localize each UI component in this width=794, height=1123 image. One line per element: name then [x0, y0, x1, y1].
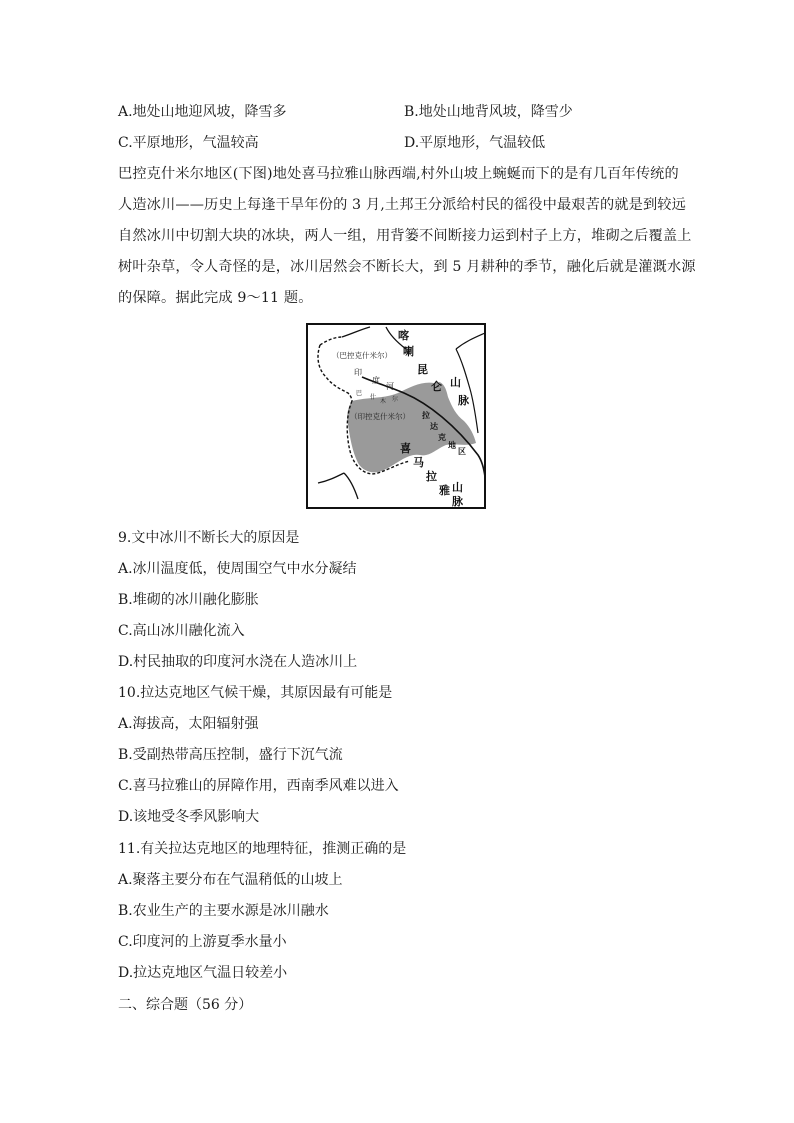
river-small-3: 木 [380, 398, 387, 405]
question-11-option-b: B.农业生产的主要水源是冰川融水 [118, 903, 329, 919]
question-9-stem: 9.文中冰川不断长大的原因是 [118, 530, 300, 546]
karakoram-2: 喇 [403, 345, 414, 358]
himalaya-4: 雅 [439, 484, 450, 497]
question-11-stem: 11.有关拉达克地区的地理特征，推测正确的是 [118, 841, 407, 857]
section-heading: 二、综合题（56 分） [118, 997, 253, 1013]
himalaya-1: 喜 [400, 442, 411, 455]
karakoram-5: 山 [450, 376, 461, 389]
passage-line-3: 自然冰川中切割大块的冰块，两人一组，用背篓不间断接力运到村子上方，堆砌之后覆盖上 [118, 228, 692, 244]
question-10-option-a: A.海拔高，太阳辐射强 [118, 716, 259, 732]
question-9-option-b: B.堆砌的冰川融化膨胀 [118, 592, 259, 608]
question-9-option-a: A.冰川温度低，使周围空气中水分凝结 [118, 561, 357, 577]
karakoram-4: 仑 [431, 380, 442, 393]
ladakh-4: 地 [448, 440, 456, 450]
passage-line-5: 的保障。据此完成 9～11 题。 [118, 290, 313, 306]
ind-kashmir-label: （印控克什米尔） [350, 412, 410, 421]
option-c: C.平原地形，气温较高 [118, 135, 259, 151]
passage-line-1: 巴控克什米尔地区(下图)地处喜马拉雅山脉西端,村外山坡上蜿蜒而下的是有几百年传统的 [118, 166, 679, 182]
indus-label-2: 度 [372, 376, 380, 385]
question-9-option-c: C.高山冰川融化流入 [118, 623, 245, 639]
ladakh-1: 拉 [422, 410, 430, 420]
river-small-2: 什 [370, 394, 377, 401]
question-10-option-d: D.该地受冬季风影响大 [118, 809, 260, 825]
question-10-option-c: C.喜马拉雅山的屏障作用，西南季风难以进入 [118, 778, 399, 794]
question-9-option-d: D.村民抽取的印度河水浇在人造冰川上 [118, 654, 358, 670]
option-b: B.地处山地背风坡，降雪少 [404, 104, 573, 120]
question-11-option-d: D.拉达克地区气温日较差小 [118, 965, 288, 981]
option-d: D.平原地形，气温较低 [404, 135, 546, 151]
kashmir-map [306, 323, 486, 509]
question-11-option-a: A.聚落主要分布在气温稍低的山坡上 [118, 872, 343, 888]
passage-line-2: 人造冰川——历史上每逢干旱年份的 3 月,土邦王分派给村民的徭役中最艰苦的就是到较远 [118, 197, 686, 213]
ladakh-5: 区 [458, 446, 466, 456]
himalaya-6: 脉 [452, 495, 463, 508]
karakoram-3: 昆 [417, 363, 428, 376]
kashmir-map-svg [306, 323, 486, 509]
himalaya-5: 山 [452, 481, 463, 494]
river-small-1: 巴 [356, 390, 363, 397]
indus-label-1: 印 [354, 368, 362, 377]
indus-label-3: 河 [386, 382, 394, 391]
karakoram-6: 脉 [458, 394, 469, 407]
passage-line-4: 树叶杂草，令人奇怪的是，冰川居然会不断长大，到 5 月耕种的季节，融化后就是灌溉水源 [118, 259, 696, 275]
question-10-option-b: B.受副热带高压控制，盛行下沉气流 [118, 747, 343, 763]
ladakh-2: 达 [430, 421, 438, 431]
himalaya-3: 拉 [426, 470, 437, 483]
river-small-4: 尔 [392, 396, 399, 403]
himalaya-2: 马 [413, 456, 424, 469]
ladakh-3: 克 [438, 432, 446, 442]
question-11-option-c: C.印度河的上游夏季水量小 [118, 934, 287, 950]
pak-kashmir-label: （巴控克什米尔） [332, 351, 392, 360]
karakoram-1: 喀 [398, 329, 409, 342]
question-10-stem: 10.拉达克地区气候干燥，其原因最有可能是 [118, 685, 393, 701]
option-a: A.地处山地迎风坡，降雪多 [118, 104, 287, 120]
